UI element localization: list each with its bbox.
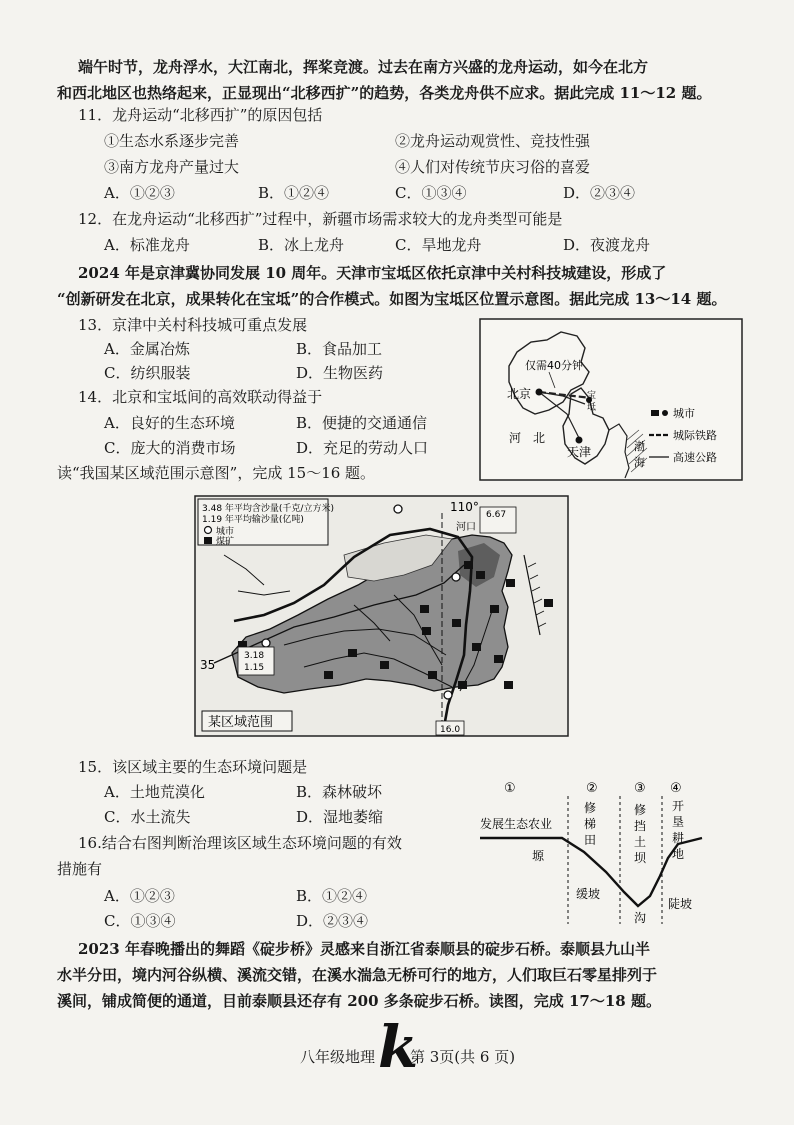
svg-text:陡坡: 陡坡	[668, 897, 693, 911]
question-16-stem: 16.结合右图判断治理该区域生态环境问题的有效	[78, 834, 402, 852]
option-a[interactable]: A．金属冶炼	[104, 340, 190, 358]
option-b[interactable]: B．森林破坏	[296, 783, 383, 801]
question-12-stem: 12．在龙舟运动“北移西扩”过程中，新疆市场需求较大的龙舟类型可能是	[78, 210, 563, 228]
svg-text:土: 土	[634, 835, 647, 849]
question-16-stem: 措施有	[57, 860, 103, 878]
intro-text: 水半分田，境内河谷纵横、溪流交错，在溪水湍急无桥可行的地方，人们取巨石零星排列于	[57, 966, 658, 984]
svg-text:宝: 宝	[587, 391, 597, 401]
question-14-stem: 14．北京和宝坻间的高效联动得益于	[78, 388, 323, 406]
intro-text: 2024 年是京津冀协同发展 10 周年。天津市宝坻区依托京津中关村科技城建设，形成了	[78, 264, 667, 282]
svg-text:煤矿: 煤矿	[216, 537, 235, 547]
option-d[interactable]: D．夜渡龙舟	[563, 236, 651, 254]
region-map	[194, 495, 569, 737]
svg-text:海: 海	[634, 456, 645, 469]
city-dot-tianjin	[576, 437, 583, 444]
intro-text: 和西北地区也热络起来，正显现出“北移西扩”的趋势，各类龙舟供不应求。据此完成 11～12 题。	[57, 84, 712, 102]
svg-text:地: 地	[672, 847, 685, 861]
svg-text:北京: 北京	[507, 387, 532, 401]
agri-label: 发展生态农业	[480, 817, 553, 831]
svg-text:开: 开	[672, 799, 685, 813]
option-a[interactable]: A．良好的生态环境	[104, 414, 235, 432]
option-b[interactable]: B．①②④	[296, 887, 368, 905]
statement: ①生态水系逐步完善	[104, 132, 240, 150]
map-title: 某区域范围	[208, 715, 274, 730]
option-b[interactable]: B．食品加工	[296, 340, 383, 358]
svg-text:1.19 年平均输沙量(亿吨): 1.19 年平均输沙量(亿吨)	[202, 515, 304, 525]
svg-text:高速公路: 高速公路	[673, 451, 717, 464]
svg-text:梯: 梯	[584, 817, 597, 831]
statement: ②龙舟运动观赏性、竞技性强	[395, 132, 591, 150]
option-d[interactable]: D．生物医药	[296, 364, 384, 382]
svg-text:坻: 坻	[587, 403, 597, 413]
svg-text:天津: 天津	[567, 445, 592, 459]
map-legend	[198, 499, 334, 547]
intro-text: 2023 年春晚播出的舞蹈《碇步桥》灵感来自浙江省泰顺县的碇步石桥。泰顺县九山半	[78, 940, 650, 958]
option-d[interactable]: D．充足的劳动人口	[296, 439, 429, 457]
svg-text:110°: 110°	[450, 500, 479, 514]
svg-text:①: ①	[504, 781, 516, 796]
option-d[interactable]: D．②③④	[563, 184, 636, 202]
legend-coal-icon	[204, 537, 212, 544]
svg-text:挡: 挡	[634, 819, 647, 833]
svg-text:16.0: 16.0	[440, 725, 461, 735]
footer-page-number: 第 3页(共 6 页)	[410, 1048, 516, 1066]
option-c[interactable]: C．水土流失	[104, 808, 191, 826]
option-c[interactable]: C．旱地龙舟	[395, 236, 482, 254]
statement: ③南方龙舟产量过大	[104, 158, 240, 176]
city-dot-beijing	[536, 389, 543, 396]
svg-text:35: 35	[200, 658, 216, 672]
svg-text:渤: 渤	[634, 440, 645, 453]
option-d[interactable]: D．湿地萎缩	[296, 808, 384, 826]
svg-text:缓坡: 缓坡	[576, 887, 601, 901]
question-11-stem: 11．龙舟运动“北移西扩”的原因包括	[78, 106, 323, 124]
svg-text:城市: 城市	[216, 527, 235, 537]
svg-text:坝: 坝	[634, 851, 647, 865]
question-15-stem: 15．该区域主要的生态环境问题是	[78, 758, 308, 776]
svg-text:3.18: 3.18	[244, 651, 265, 661]
svg-text:耕: 耕	[672, 831, 685, 845]
intro-text: 溪间，铺成简便的通道，目前泰顺县还存有 200 多条碇步石桥。读图，完成 17～18 题。	[57, 992, 661, 1010]
svg-text:6.67: 6.67	[486, 510, 507, 520]
svg-text:②: ②	[586, 781, 598, 796]
option-a[interactable]: A．①②③	[104, 887, 175, 905]
option-a[interactable]: A．土地荒漠化	[104, 783, 205, 801]
svg-text:城市: 城市	[673, 407, 695, 420]
legend-city-icon	[662, 410, 668, 416]
legend-star-icon	[651, 410, 659, 416]
svg-text:垦: 垦	[672, 815, 685, 829]
svg-text:塬: 塬	[532, 849, 545, 863]
intro-text: “创新研发在北京，成果转化在宝坻”的合作模式。如图为宝坻区位置示意图。据此完成 13～14 题。	[57, 290, 727, 308]
slope-profile-diagram	[474, 776, 724, 926]
svg-text:田: 田	[584, 833, 597, 847]
intro-text: 读“我国某区域范围示意图”，完成 15～16 题。	[57, 464, 376, 482]
svg-text:修: 修	[634, 803, 647, 817]
option-a[interactable]: A．标准龙舟	[104, 236, 190, 254]
svg-text:④: ④	[670, 781, 682, 796]
option-b[interactable]: B．冰上龙舟	[258, 236, 345, 254]
option-b[interactable]: B．便捷的交通通信	[296, 414, 428, 432]
option-c[interactable]: C．①③④	[104, 912, 176, 930]
svg-text:1.15: 1.15	[244, 663, 265, 673]
question-13-stem: 13．京津中关村科技城可重点发展	[78, 316, 308, 334]
option-c[interactable]: C．纺织服装	[104, 364, 191, 382]
travel-time-label: 仅需40分钟	[525, 359, 583, 372]
statement: ④人们对传统节庆习俗的喜爱	[395, 158, 591, 176]
legend-city-icon	[205, 527, 212, 534]
option-d[interactable]: D．②③④	[296, 912, 369, 930]
watermark-k-logo: k	[378, 1013, 419, 1081]
svg-text:城际铁路: 城际铁路	[673, 429, 717, 442]
option-c[interactable]: C．①③④	[395, 184, 467, 202]
svg-text:河口: 河口	[456, 522, 476, 533]
intro-text: 端午时节，龙舟浮水，大江南北，挥桨竞渡。过去在南方兴盛的龙舟运动，如今在北方	[78, 58, 649, 76]
svg-text:3.48 年平均含沙量(千克/立方米): 3.48 年平均含沙量(千克/立方米)	[202, 504, 334, 514]
option-a[interactable]: A．①②③	[104, 184, 175, 202]
option-b[interactable]: B．①②④	[258, 184, 330, 202]
option-c[interactable]: C．庞大的消费市场	[104, 439, 236, 457]
svg-text:沟: 沟	[634, 911, 647, 925]
svg-text:修: 修	[584, 801, 597, 815]
svg-text:河 北: 河 北	[509, 431, 546, 445]
svg-text:③: ③	[634, 781, 646, 796]
footer-subject: 八年级地理	[300, 1048, 376, 1066]
baodi-location-map	[479, 318, 743, 481]
